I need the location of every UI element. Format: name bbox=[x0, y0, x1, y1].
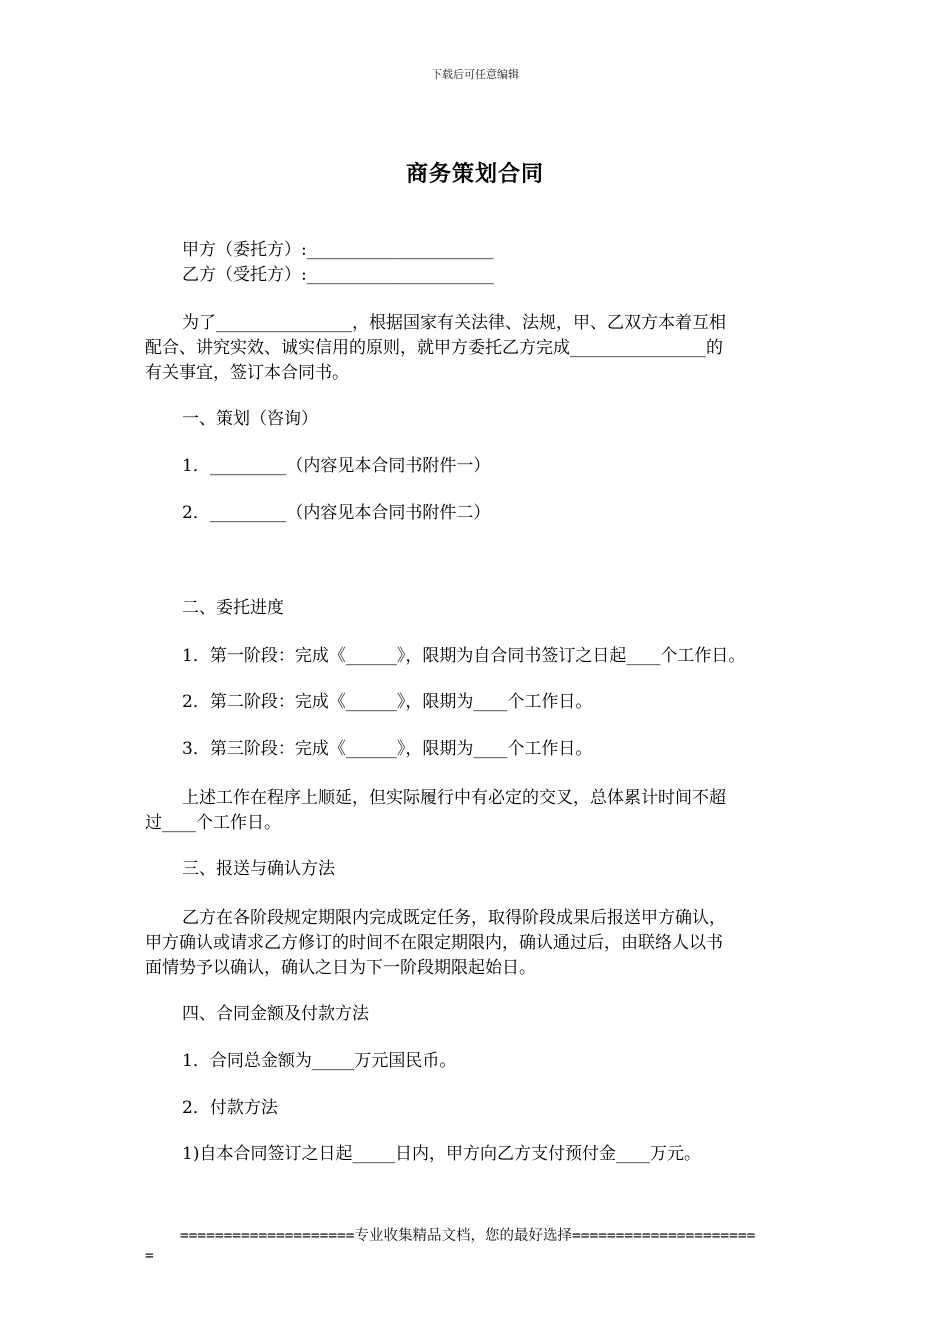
intro-line-3: 有关事宜，签订本合同书。 bbox=[145, 363, 349, 383]
section-1-item-1: 1．_________（内容见本合同书附件一） bbox=[182, 456, 491, 476]
section-1-item-2: 2．_________（内容见本合同书附件二） bbox=[182, 503, 491, 523]
footer-banner bbox=[145, 1226, 810, 1266]
section-4-item-1: 1．合同总金额为_____万元国民币。 bbox=[182, 1051, 457, 1071]
footer-line-2: = bbox=[145, 1248, 154, 1264]
intro-line-2: 配合、讲究实效、诚实信用的原则，就甲方委托乙方完成________________的 bbox=[145, 338, 723, 358]
section-2-item-1: 1．第一阶段：完成《______》，限期为自合同书签订之日起____个工作日。 bbox=[182, 646, 746, 666]
section-2-item-2: 2．第二阶段：完成《______》，限期为____个工作日。 bbox=[182, 692, 593, 712]
section-4-heading: 四、合同金额及付款方法 bbox=[182, 1004, 369, 1024]
section-3-body-line-2: 甲方确认或请求乙方修订的时间不在限定期限内，确认通过后，由联络人以书 bbox=[145, 933, 723, 953]
section-4-item-3: 1)自本合同签订之日起_____日内，甲方向乙方支付预付金____万元。 bbox=[182, 1144, 701, 1164]
section-3-heading: 三、报送与确认方法 bbox=[182, 859, 335, 879]
intro-line-1: 为了________________，根据国家有关法律、法规，甲、乙双方本着互相 bbox=[182, 313, 726, 333]
party-b-line: 乙方（受托方）:______________________ bbox=[182, 265, 494, 285]
footer-line-1: ====================专业收集精品文档，您的最好选择===================== bbox=[145, 1228, 756, 1244]
section-2-note-line-1: 上述工作在程序上顺延，但实际履行中有必定的交叉，总体累计时间不超 bbox=[182, 788, 726, 808]
header-note: 下载后可任意编辑 bbox=[431, 68, 519, 81]
section-2-item-3: 3．第三阶段：完成《______》，限期为____个工作日。 bbox=[182, 739, 593, 759]
document-title: 商务策划合同 bbox=[405, 161, 544, 187]
section-3-body-line-1: 乙方在各阶段规定期限内完成既定任务，取得阶段成果后报送甲方确认， bbox=[182, 908, 726, 928]
party-a-line: 甲方（委托方）:______________________ bbox=[182, 240, 494, 260]
section-3-body-line-3: 面情势予以确认，确认之日为下一阶段期限起始日。 bbox=[145, 958, 536, 978]
section-4-item-2: 2．付款方法 bbox=[182, 1098, 278, 1118]
section-1-heading: 一、策划（咨询） bbox=[182, 409, 318, 429]
section-2-heading: 二、委托进度 bbox=[182, 598, 284, 618]
section-2-note-line-2: 过____个工作日。 bbox=[145, 813, 281, 833]
